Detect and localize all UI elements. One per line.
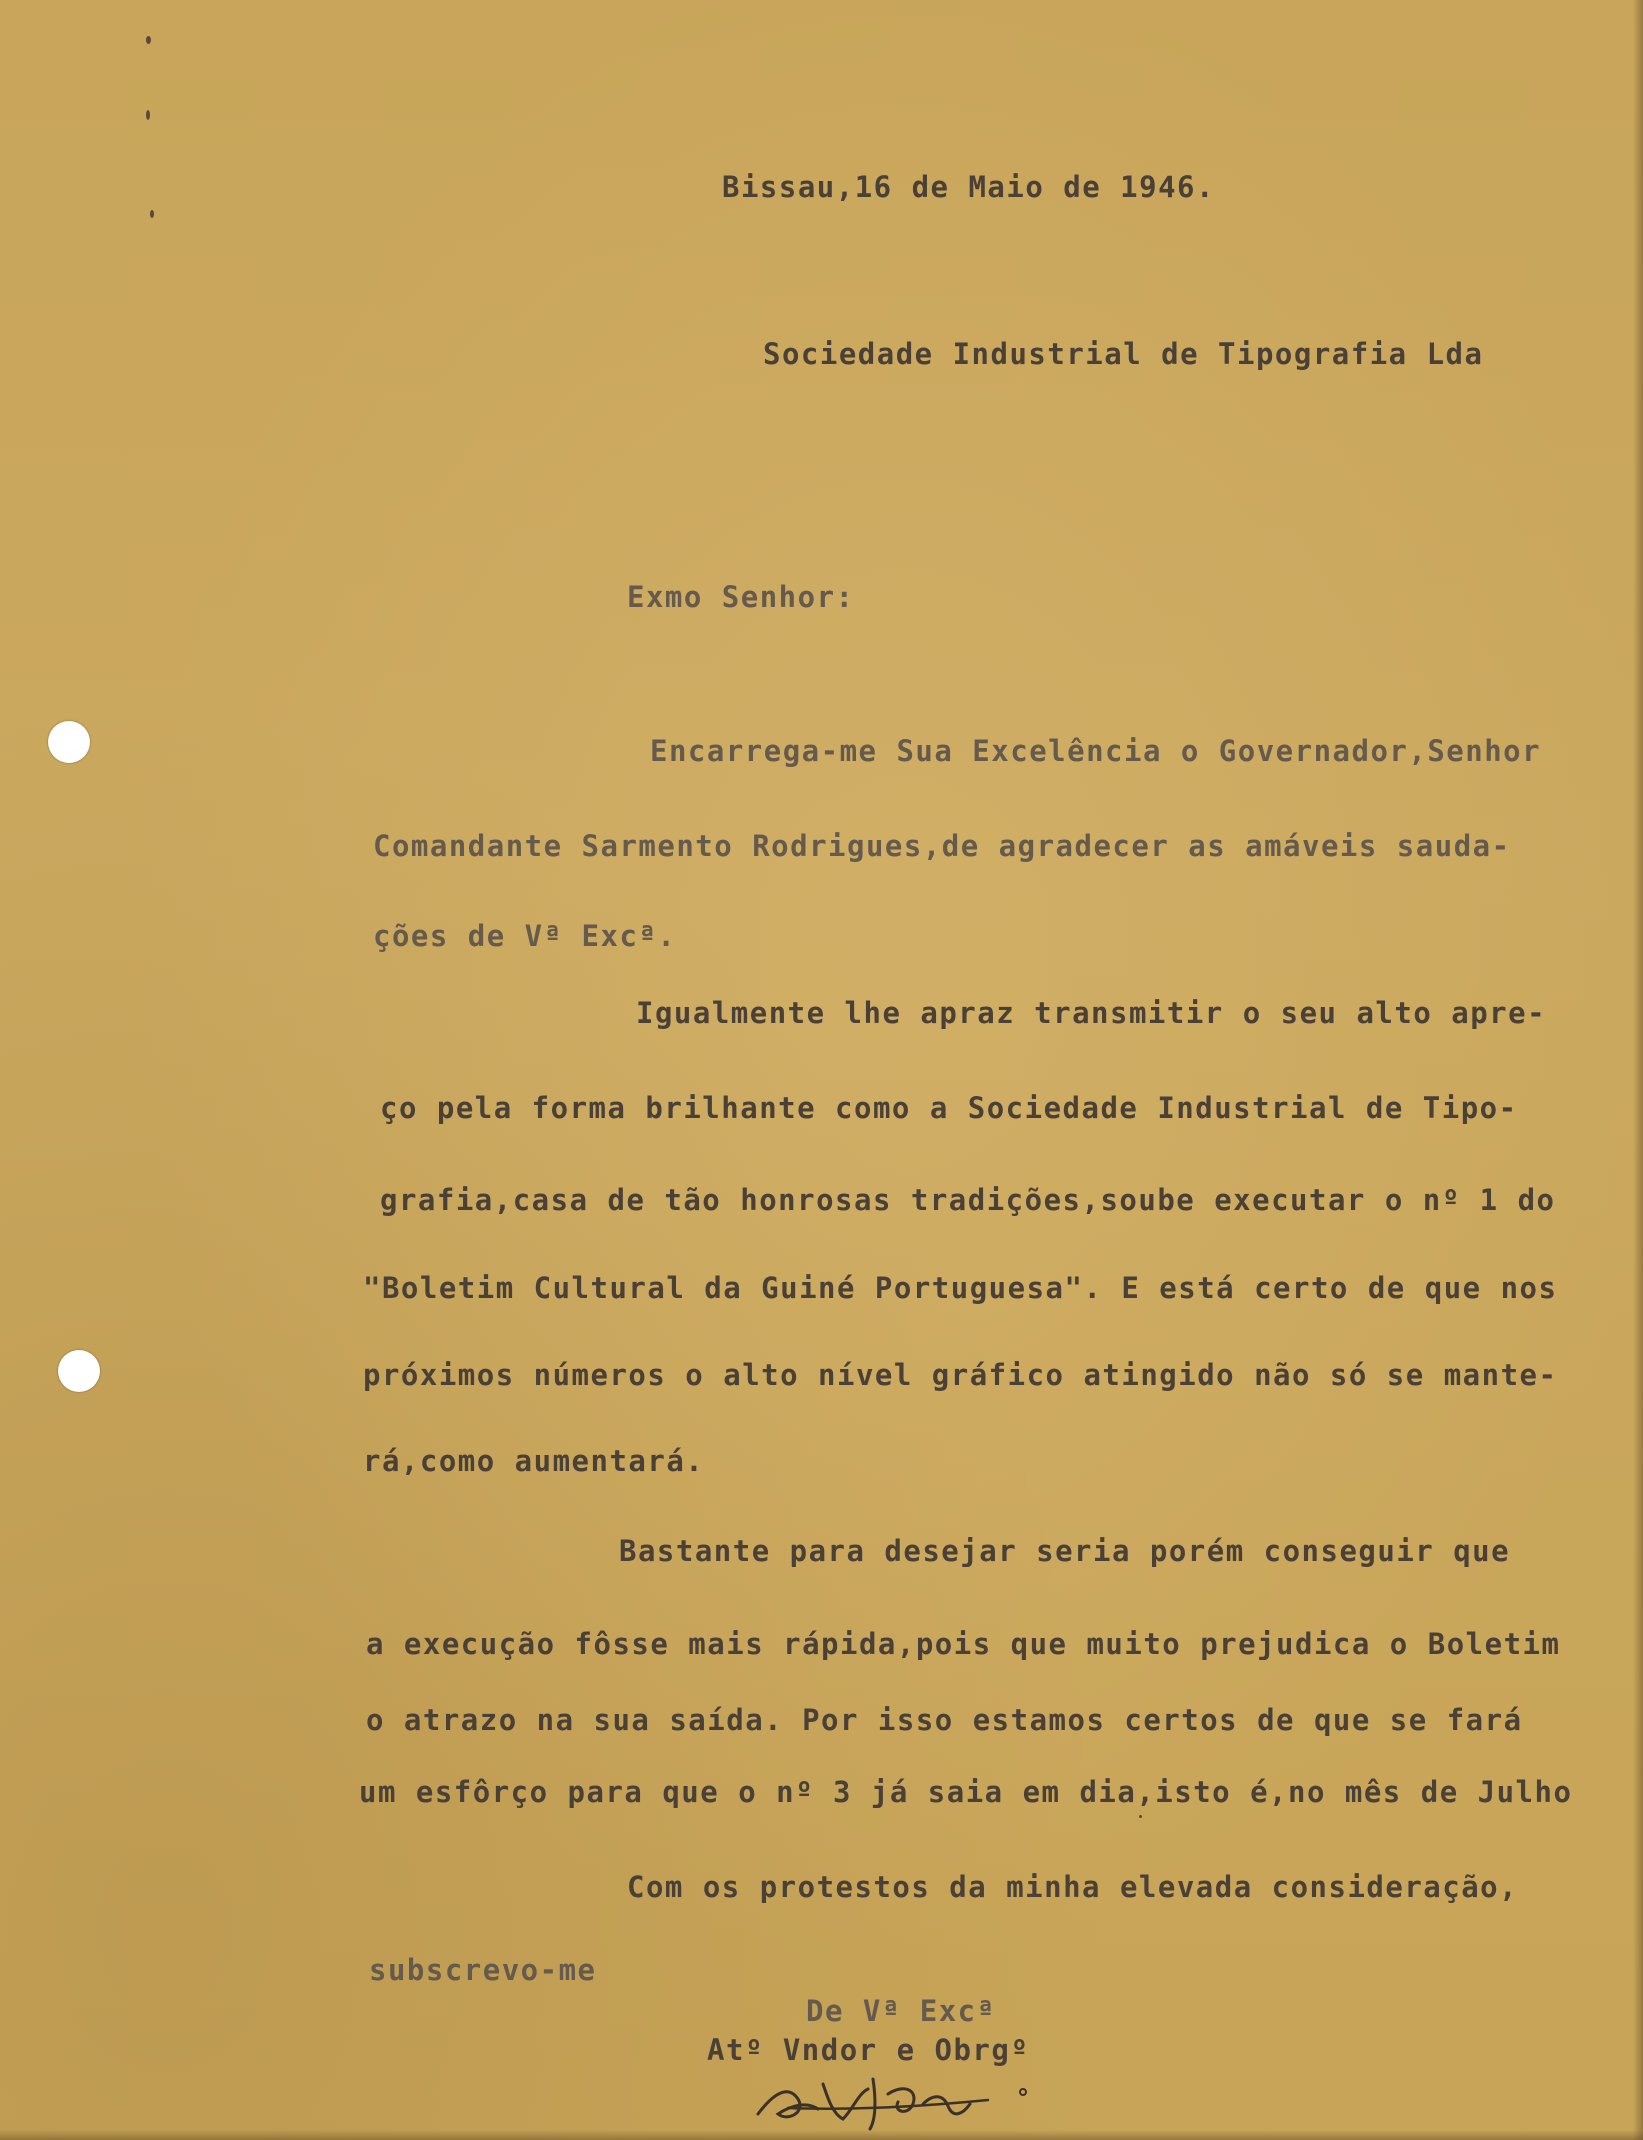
closing-line: Atº Vndor e Obrgº — [707, 2033, 1030, 2067]
body-line: ções de Vª Excª. — [373, 919, 677, 953]
body-line: rá,como aumentará. — [363, 1444, 705, 1478]
paper-speck — [146, 110, 150, 120]
body-line: Encarrega-me Sua Excelência o Governador,Senhor — [650, 734, 1542, 768]
body-line: próximos números o alto nível gráfico atingido não só se mante- — [363, 1358, 1558, 1392]
paper-edge-right — [1633, 0, 1643, 2140]
closing-line: subscrevo-me — [369, 1953, 597, 1987]
date-line: Bissau,16 de Maio de 1946. — [722, 170, 1215, 204]
body-line: Bastante para desejar seria porém conseguir que — [619, 1534, 1511, 1568]
recipient-line: Sociedade Industrial de Tipografia Lda — [763, 337, 1484, 371]
body-line: "Boletim Cultural da Guiné Portuguesa". E está certo de que nos — [363, 1271, 1558, 1305]
body-line: grafia,casa de tão honrosas tradições,soube executar o nº 1 do — [380, 1183, 1556, 1217]
paper-speck — [1139, 1815, 1142, 1818]
body-line: ço pela forma brilhante como a Sociedade Industrial de Tipo- — [380, 1091, 1518, 1125]
body-line: a execução fôsse mais rápida,pois que muito prejudica o Boletim — [366, 1627, 1561, 1661]
body-line: Comandante Sarmento Rodrigues,de agradecer as amáveis sauda- — [373, 829, 1511, 863]
body-line: o atrazo na sua saída. Por isso estamos certos de que se fará — [366, 1703, 1523, 1737]
paper-speck — [150, 210, 154, 218]
salutation: Exmo Senhor: — [627, 580, 855, 614]
closing-line: Com os protestos da minha elevada consideração, — [627, 1870, 1519, 1904]
handwritten-signature — [748, 2064, 1038, 2134]
closing-line: De Vª Excª — [806, 1994, 996, 2028]
body-line: um esfôrço para que o nº 3 já saia em dia,isto é,no mês de Julho — [359, 1775, 1573, 1809]
punch-hole-bottom — [58, 1350, 100, 1392]
body-line: Igualmente lhe apraz transmitir o seu alto apre- — [636, 996, 1547, 1030]
paper-speck — [146, 36, 151, 44]
punch-hole-top — [48, 721, 90, 763]
